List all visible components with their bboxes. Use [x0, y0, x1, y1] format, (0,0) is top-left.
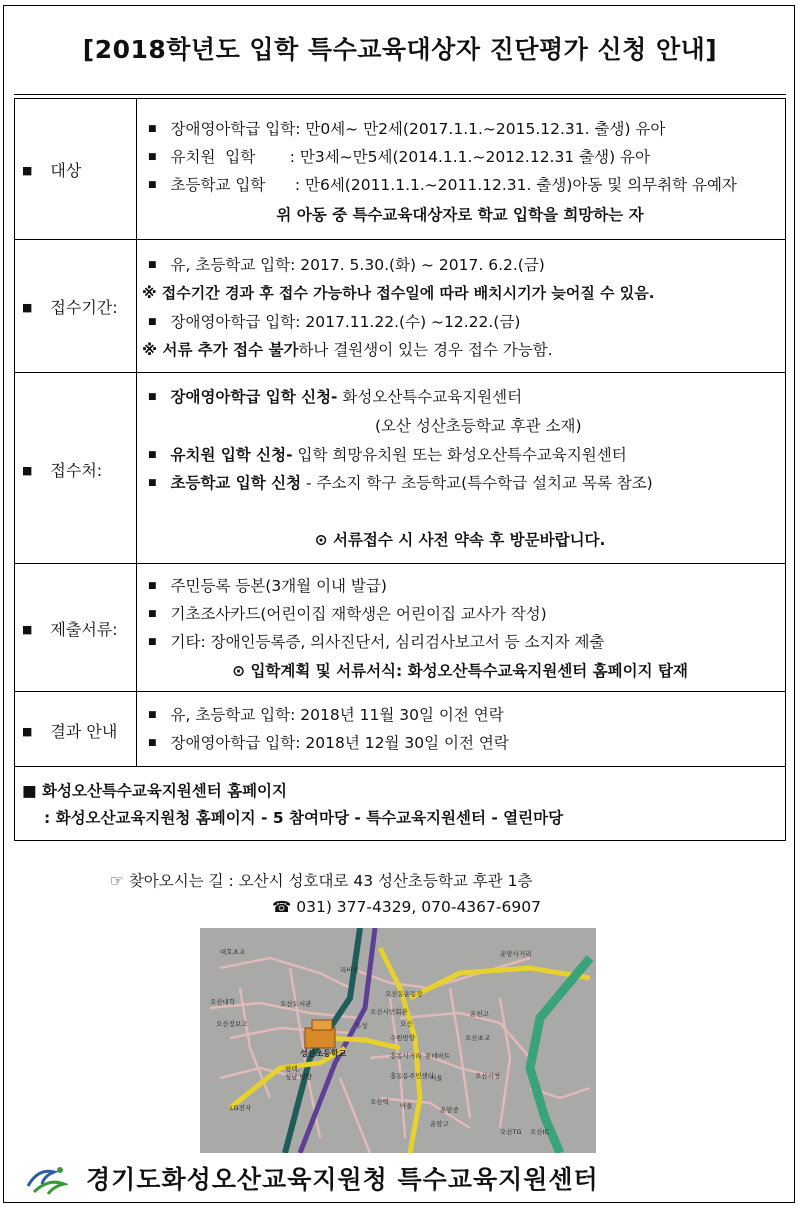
map-label: 홍동사거리 — [390, 1052, 422, 1060]
place-sub: (오산 성산초등학교 후관 소재) — [375, 417, 582, 435]
map-label: 리버빌 — [340, 966, 359, 974]
list-item: ■ 기타: 장애인등록증, 의사진단서, 심리검사보고서 등 소지자 제출 — [148, 633, 605, 651]
location-map — [200, 928, 596, 1153]
section-label-target: ■ 대상 — [22, 161, 82, 180]
map-label: 오산TG — [500, 1128, 522, 1136]
list-item: ■ 유치원 입학 : 만3세~만5세(2014.1.1.~2012.12.31 출생) 유아 — [148, 148, 651, 166]
table-right-border — [785, 98, 786, 840]
list-item: ■ 장애영아학급 입학 신청- 화성오산특수교육지원센터 — [148, 388, 523, 406]
divider — [14, 563, 786, 564]
education-office-logo — [24, 1162, 68, 1196]
map-label: 오산정보고 — [216, 1020, 248, 1028]
list-item: ■ 초등학교 입학 : 만6세(2011.1.1.~2011.12.31. 출생)아동 및 의무취학 유예자 — [148, 176, 737, 194]
section-label-place: ■ 접수처: — [22, 461, 103, 480]
list-item: ■ 유, 초등학교 입학: 2018년 11월 30일 이전 연락 — [148, 706, 504, 724]
list-item: ■ 유, 초등학교 입학: 2017. 5.30.(화) ~ 2017. 6.2.(금) — [148, 256, 545, 274]
directions-phone: ☎ 031) 377-4329, 070-4367-6907 — [272, 898, 541, 916]
map-label: 운천고 — [470, 1010, 489, 1018]
divider — [14, 691, 786, 692]
docs-note: ⊙ 입학계획 및 서류서식: 화성오산특수교육지원센터 홈페이지 탑재 — [232, 662, 688, 680]
map-label: 오산IC — [530, 1128, 550, 1136]
target-note: 위 아동 중 특수교육대상자로 학교 입학을 희망하는 자 — [276, 206, 644, 224]
divider — [14, 239, 786, 240]
map-label: 수원방향 — [390, 1034, 416, 1042]
map-label: 운암고 — [430, 1120, 449, 1128]
divider — [14, 94, 786, 99]
list-item: ■ 유치원 입학 신청- 입학 희망유치원 또는 화성오산특수교육지원센터 — [148, 446, 627, 464]
section-label-period: ■ 접수기간: — [22, 298, 118, 317]
list-item: ■ 장애영아학급 입학: 2017.11.22.(수) ~12.22.(금) — [148, 313, 521, 331]
divider — [14, 372, 786, 373]
map-label: 청남 방향 — [285, 1073, 313, 1081]
map-label: 오산초교 — [465, 1034, 491, 1042]
list-item: ■ 장애영아학급 입학: 만0세~ 만2세(2017.1.1.~2015.12.31. 출생) 유아 — [148, 120, 666, 138]
map-label: 운암사거리 — [500, 950, 532, 958]
column-divider — [136, 98, 137, 766]
period-note-1: ※ 접수기간 경과 후 접수 가능하나 접수일에 따라 배치시기가 늦어질 수 있음. — [142, 284, 655, 302]
map-label: 오산시민회관 — [370, 1008, 408, 1016]
divider — [14, 840, 786, 841]
list-item: ■ 초등학교 입학 신청 - 주소지 학구 초등학교(특수학급 설치교 목록 참조) — [148, 474, 653, 492]
map-label: 오산동운동장 — [385, 990, 423, 998]
list-item: ■ 주민등록 등본(3개월 이내 발급) — [148, 577, 387, 595]
footer-organization: 경기도화성오산교육지원청 특수교육지원센터 — [86, 1165, 599, 1194]
homepage-path: : 화성오산교육지원청 홈페이지 - 5 참여마당 - 특수교육지원센터 - 열린마당 — [44, 809, 564, 827]
page-title: [2018학년도 입학 특수교육대상자 진단평가 신청 안내] — [82, 35, 718, 64]
section-label-result: ■ 결과 안내 — [22, 722, 118, 741]
section-label-docs: ■ 제출서류: — [22, 620, 118, 639]
directions-address: ☞ 찾아오시는 길 : 오산시 성호대로 43 성산초등학교 후관 1층 — [110, 872, 533, 890]
map-label: 오산시청 — [475, 1072, 501, 1080]
map-label: 성산초등학교 — [300, 1049, 347, 1058]
list-item: ■ 기초조사카드(어린이집 재학생은 어린이집 교사가 작성) — [148, 605, 547, 623]
map-label: 평택, — [285, 1065, 300, 1073]
period-note-2: ※ 서류 추가 접수 불가하나 결원생이 있는 경우 접수 가능함. — [142, 341, 553, 359]
map-label: 서울 — [430, 1074, 443, 1082]
homepage-title: ■ 화성오산특수교육지원센터 홈페이지 — [22, 782, 288, 800]
map-label: 오산 — [400, 1020, 413, 1028]
table-left-border — [14, 98, 15, 840]
map-label: 롯데마트 — [425, 1052, 451, 1060]
map-label: 오산대학 — [210, 998, 236, 1006]
place-note: ⊙ 서류접수 시 사전 약속 후 방문바랍니다. — [314, 531, 606, 549]
map-label: 대호초교 — [220, 948, 246, 956]
map-label: 아울 — [400, 1102, 413, 1110]
map-label: 오산역 — [370, 1098, 389, 1106]
map-label: 우성 — [355, 1022, 368, 1030]
map-label: 홍동동주민센터 — [390, 1072, 434, 1080]
map-label: 오산도서관 — [280, 1000, 312, 1008]
map-label: LG전자 — [230, 1104, 252, 1112]
divider — [14, 766, 786, 767]
map-label: 운암중 — [440, 1106, 459, 1114]
list-item: ■ 장애영아학급 입학: 2018년 12월 30일 이전 연락 — [148, 734, 509, 752]
